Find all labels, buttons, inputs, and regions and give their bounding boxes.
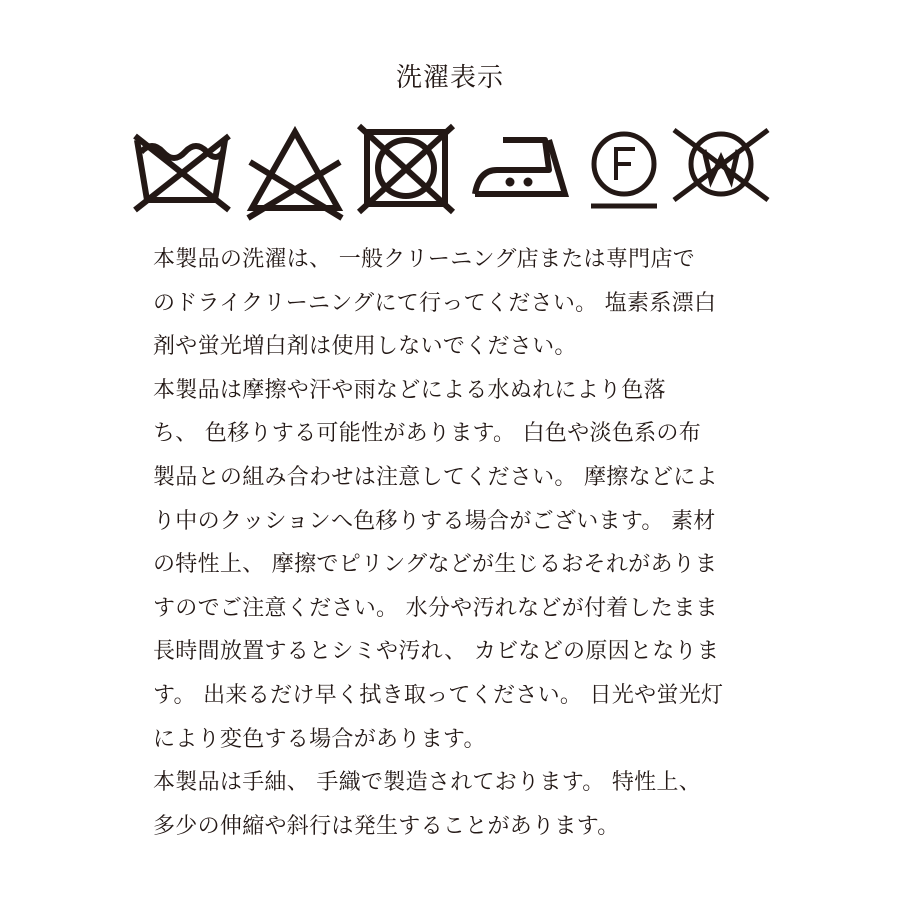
text-line: 本製品は手紬、 手織で製造されております。 特性上、 (153, 770, 702, 796)
text-line: の特性上、 摩擦でピリングなどが生じるおそれがありま (153, 552, 718, 578)
page-title: 洗濯表示 (395, 63, 504, 93)
do-not-tumble-dry-icon (351, 122, 461, 222)
care-symbols (0, 122, 900, 222)
care-instructions (153, 238, 753, 848)
do-not-wet-clean-icon (666, 122, 776, 222)
text-line: ち、 色移りする可能性があります。 白色や淡色系の布 (153, 421, 702, 447)
iron-low-temperature-icon (465, 122, 575, 222)
text-line: 剤や蛍光増白剤は使用しないでください。 (153, 334, 577, 360)
dry-clean-petroleum-icon (569, 122, 679, 222)
do-not-wash-icon (127, 122, 237, 222)
text-line: 長時間放置するとシミや汚れ、 カビなどの原因となりま (153, 639, 720, 665)
text-line: 本製品の洗濯は、 一般クリーニング店または専門店で (153, 247, 696, 272)
text-line: すのでご注意ください。 水分や汚れなどが付着したまま (153, 595, 718, 621)
text-line: により変色する場合があります。 (153, 726, 486, 752)
text-line: 本製品は摩擦や汗や雨などによる水ぬれにより色落 (153, 377, 666, 403)
do-not-bleach-icon (240, 122, 350, 222)
text-line: 多少の伸縮や斜行は発生することがあります。 (153, 813, 620, 839)
text-line: 製品との組み合わせは注意してください。 摩擦などによ (153, 464, 718, 490)
text-line: のドライクリーニングにて行ってください。 塩素系漂白 (153, 290, 717, 316)
text-line: り中のクッションへ色移りする場合がございます。 素材 (153, 508, 716, 534)
text-line: す。 出来るだけ早く拭き取ってください。 日光や蛍光灯 (153, 682, 724, 708)
